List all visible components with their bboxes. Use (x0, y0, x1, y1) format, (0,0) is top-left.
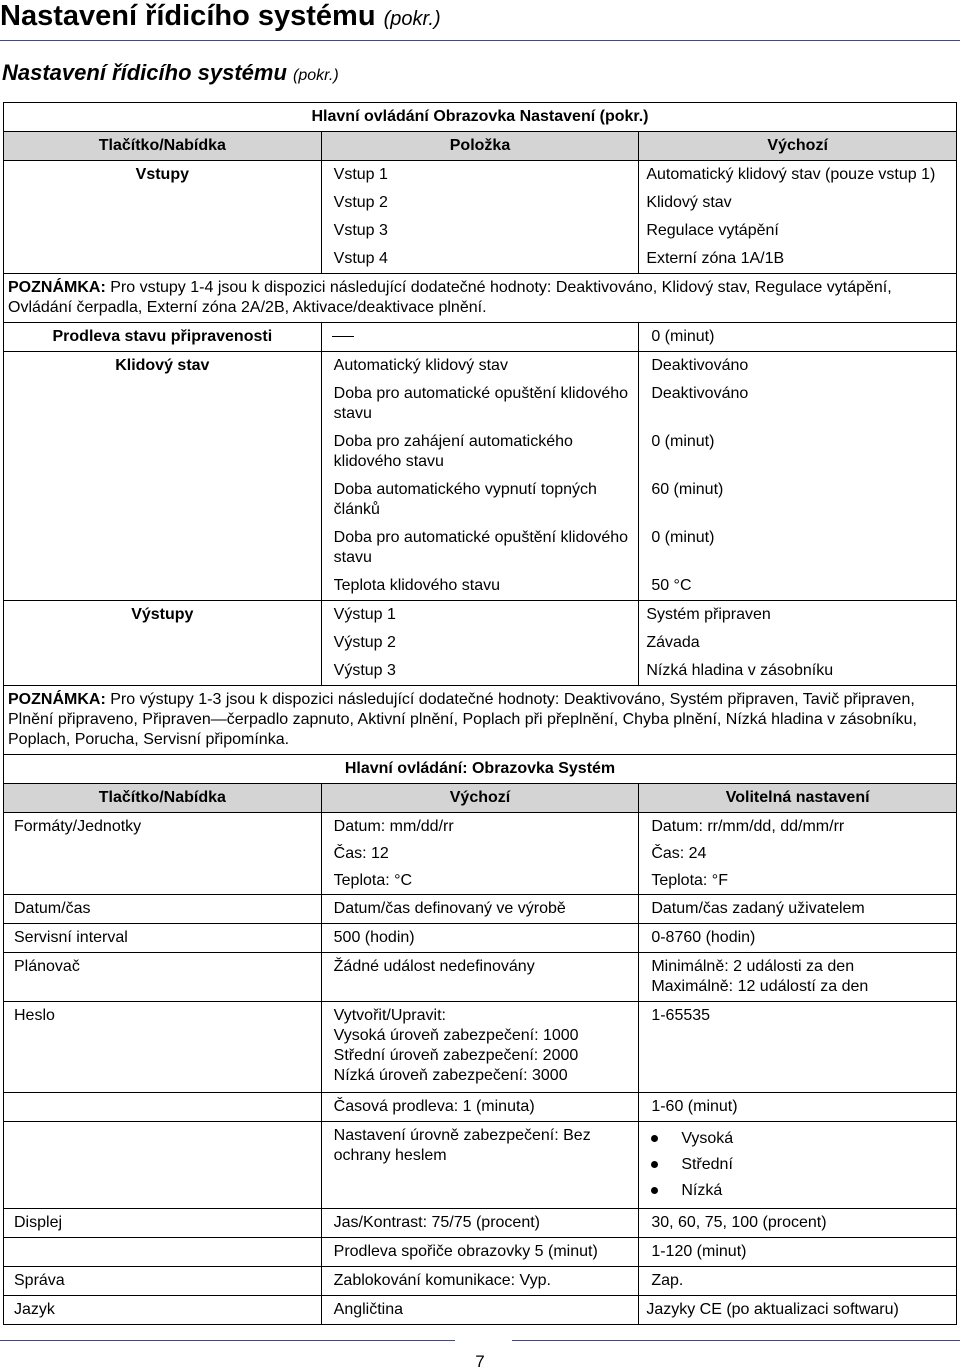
col-header-button-menu: Tlačítko/Nabídka (4, 132, 322, 161)
language-default: Angličtina (321, 1296, 639, 1325)
password-label: Heslo (4, 1002, 322, 1093)
table-row: Vstup 1 (333, 166, 388, 183)
password-spacer (4, 1093, 322, 1122)
service-option: 0-8760 (hodin) (639, 924, 957, 953)
admin-label: Správa (4, 1267, 322, 1296)
inputs-label: Vstupy (4, 161, 322, 274)
password-create-option: 1-65535 (639, 1002, 957, 1093)
inputs-note (4, 274, 957, 323)
standby-items: Automatický klidový stav Doba pro automatické opuštění klidového stavu Doba pro zahájení automatického klidového stavu Doba automatického vypnutí topných článků Doba pro automatické opuštění klidového stavu Teplota klidového stavu (321, 352, 639, 601)
note-label: POZNÁMKA: (8, 279, 106, 296)
list-item: Nízká (651, 1178, 956, 1204)
outputs-note (4, 686, 957, 755)
list-item: Střední (651, 1152, 956, 1178)
service-default: 500 (hodin) (321, 924, 639, 953)
admin-option: Zap. (639, 1267, 957, 1296)
footer-rule-right (512, 1340, 960, 1341)
datetime-label: Datum/čas (4, 895, 322, 924)
inputs-items (321, 161, 639, 274)
password-spacer (4, 1122, 322, 1209)
ready-delay-default: 0 (minut) (639, 323, 957, 352)
list-item: Vysoká (651, 1126, 956, 1152)
header-title: Nastavení řídicího systému (0, 0, 376, 32)
display-label: Displej (4, 1209, 322, 1238)
password-create-default: Vytvořit/Upravit: Vysoká úroveň zabezpečení: 1000 Střední úroveň zabezpečení: 2000 Nízká úroveň zabezpečení: 3000 (321, 1002, 639, 1093)
col-header-item: Položka (321, 132, 639, 161)
outputs-items: Výstup 1 Výstup 2 Výstup 3 (321, 601, 639, 686)
system-table (3, 754, 957, 1325)
formats-options: Datum: rr/mm/dd, dd/mm/rr Čas: 24 Teplota: °F (639, 813, 957, 895)
note-label: POZNÁMKA: (8, 691, 106, 708)
col-header-options: Volitelná nastavení (639, 784, 957, 813)
note-text: Pro výstupy 1-3 jsou k dispozici následující dodatečné hodnoty: Deaktivováno, Systém připraven, Tavič připraven, Plnění připraveno, Připraven—čerpadlo zapnuto, Aktivní plnění, Poplach při přeplnění, Chyba plnění, Nízká hladina v zásobníku, Poplach, Porucha, Servisní připomínka. (8, 691, 917, 748)
header-continued: (pokr.) (383, 8, 441, 30)
display-brightness-option: 30, 60, 75, 100 (procent) (639, 1209, 957, 1238)
display-saver-option: 1-120 (minut) (639, 1238, 957, 1267)
table-row: Vstup 4 (333, 250, 388, 267)
section-title-continued: (pokr.) (293, 67, 339, 84)
password-level-options (639, 1122, 957, 1209)
dash-mark (332, 336, 354, 337)
language-label: Jazyk (4, 1296, 322, 1325)
col-header-button-menu: Tlačítko/Nabídka (4, 784, 322, 813)
inputs-defaults: Automatický klidový stav (pouze vstup 1) Klidový stav Regulace vytápění Externí zóna 1A/1B (639, 161, 957, 274)
outputs-label: Výstupy (4, 601, 322, 686)
page-header (0, 0, 441, 35)
table-row: Vstup 3 (333, 222, 388, 239)
col-header-default: Výchozí (639, 132, 957, 161)
display-saver-default: Prodleva spořiče obrazovky 5 (minut) (321, 1238, 639, 1267)
ready-delay-item (321, 323, 639, 352)
table-row: Vstup 2 (333, 194, 388, 211)
scheduler-default: Žádné událost nedefinovány (321, 953, 639, 1002)
standby-defaults: Deaktivováno Deaktivováno 0 (minut) 60 (minut) 0 (minut) 50 °C (639, 352, 957, 601)
formats-label: Formáty/Jednotky (4, 813, 322, 895)
section-title-text: Nastavení řídicího systému (2, 60, 287, 85)
admin-default: Zablokování komunikace: Vyp. (321, 1267, 639, 1296)
header-rule (0, 40, 960, 41)
scheduler-options: Minimálně: 2 události za den Maximálně: 12 událostí za den (639, 953, 957, 1002)
footer-rule-left (0, 1340, 455, 1341)
formats-defaults: Datum: mm/dd/rr Čas: 12 Teplota: °C (321, 813, 639, 895)
password-timeout-option: 1-60 (minut) (639, 1093, 957, 1122)
service-label: Servisní interval (4, 924, 322, 953)
scheduler-label: Plánovač (4, 953, 322, 1002)
note-text: Pro vstupy 1-4 jsou k dispozici následující dodatečné hodnoty: Deaktivováno, Klidový stav, Regulace vytápění, Ovládání čerpadla, Externí zóna 2A/2B, Aktivace/deaktivace plnění. (8, 279, 892, 316)
display-brightness-default: Jas/Kontrast: 75/75 (procent) (321, 1209, 639, 1238)
outputs-defaults: Systém připraven Závada Nízká hladina v zásobníku (639, 601, 957, 686)
password-timeout-default: Časová prodleva: 1 (minuta) (321, 1093, 639, 1122)
system-table-title: Hlavní ovládání: Obrazovka Systém (4, 755, 957, 784)
password-level-default: Nastavení úrovně zabezpečení: Bez ochrany heslem (321, 1122, 639, 1209)
settings-table-title: Hlavní ovládání Obrazovka Nastavení (pokr.) (4, 103, 957, 132)
settings-table (3, 102, 957, 755)
page-number: 7 (475, 1352, 485, 1371)
language-option: Jazyky CE (po aktualizaci softwaru) (639, 1296, 957, 1325)
display-spacer (4, 1238, 322, 1267)
standby-label: Klidový stav (4, 352, 322, 601)
section-title (2, 60, 339, 86)
ready-delay-label: Prodleva stavu připravenosti (4, 323, 322, 352)
datetime-default: Datum/čas definovaný ve výrobě (321, 895, 639, 924)
col-header-default: Výchozí (321, 784, 639, 813)
datetime-option: Datum/čas zadaný uživatelem (639, 895, 957, 924)
